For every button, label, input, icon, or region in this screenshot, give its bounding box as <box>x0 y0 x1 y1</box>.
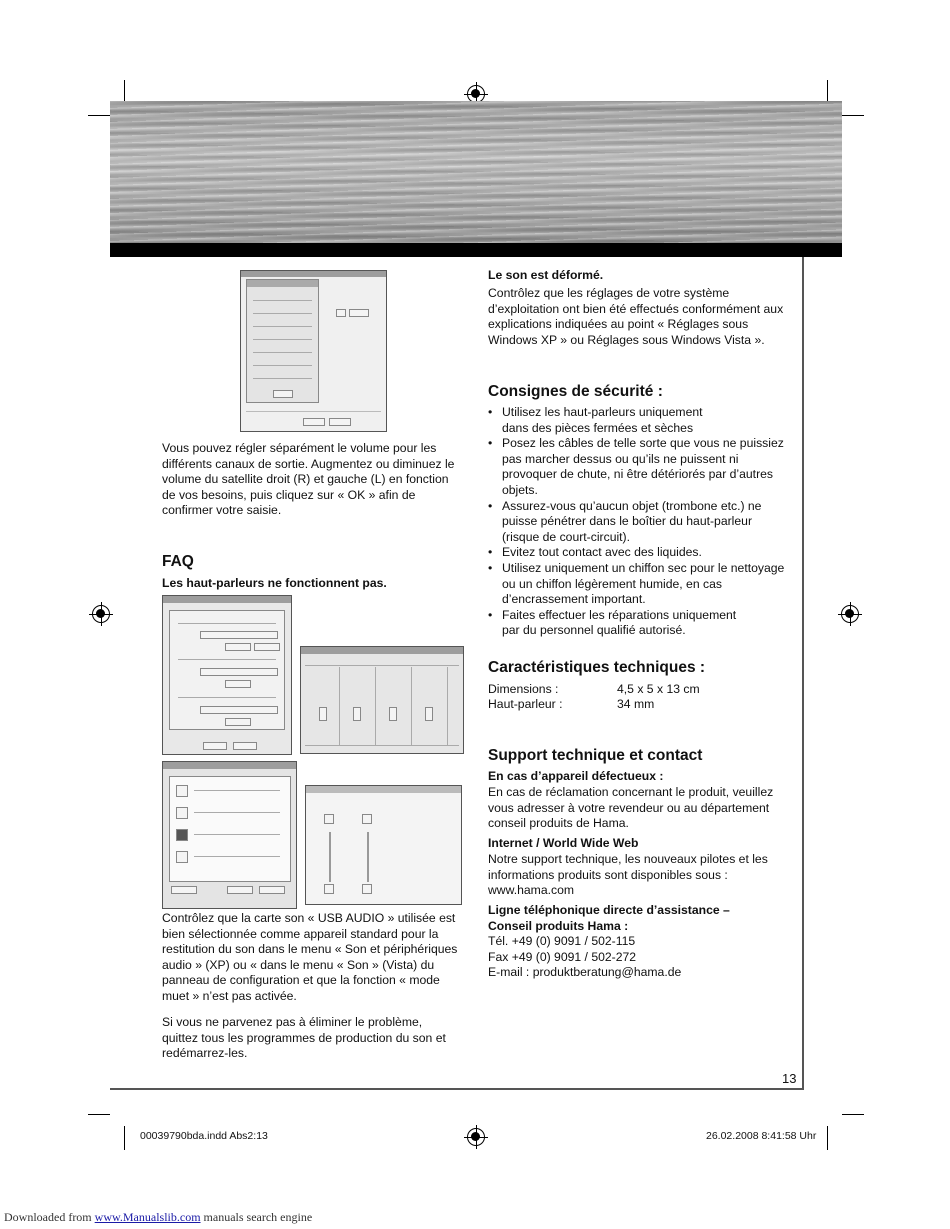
footer-file: 00039790bda.indd Abs2:13 <box>140 1130 268 1142</box>
defect-text: En cas de réclamation concernant le produit, veuillez vous adresser à votre revendeur ou au département conseil produits de Hama. <box>488 785 774 831</box>
spec-label: Haut-parleur : <box>488 697 563 711</box>
safety-item: • Assurez-vous qu’aucun objet (trombone etc.) ne puisse pénétrer dans le boîtier du haut-parleur (risque de court-circuit). <box>488 499 767 546</box>
safety-list <box>488 405 793 639</box>
faq-answer-2: Si vous ne parvenez pas à éliminer le problème, quittez tous les programmes de production du son et redémarrez-les. <box>162 1015 446 1061</box>
spec-value: 4,5 x 5 x 13 cm <box>617 682 700 696</box>
page-frame-bottom <box>110 1088 804 1090</box>
specs-title: Caractéristiques techniques : <box>488 659 706 676</box>
manualslib-link[interactable]: www.Manualslib.com <box>94 1210 201 1224</box>
volume-dialog-screenshot <box>240 270 387 432</box>
crop-mark <box>827 80 828 102</box>
hotline-fax: Fax +49 (0) 9091 / 502-272 <box>488 950 637 964</box>
header-banner <box>110 101 842 243</box>
faq-title: FAQ <box>162 553 194 570</box>
web-text: Notre support technique, les nouveaux pilotes et les informations produits sont disponibles sous : <box>488 852 768 882</box>
registration-mark-icon <box>92 605 110 623</box>
spec-label: Dimensions : <box>488 682 559 696</box>
safety-item: • Utilisez les haut-parleurs uniquement dans des pièces fermées et sèches <box>488 405 732 436</box>
hotline-title: Ligne téléphonique directe d’assistance – <box>488 903 730 917</box>
download-suffix: manuals search engine <box>200 1210 313 1224</box>
page-frame-right <box>802 257 804 1090</box>
hotline-tel: Tél. +49 (0) 9091 / 502-115 <box>488 934 636 948</box>
distorted-title: Le son est déformé. <box>488 268 604 282</box>
registration-mark-icon <box>841 605 859 623</box>
crop-mark <box>88 115 110 116</box>
footer-date: 26.02.2008 8:41:58 Uhr <box>706 1130 817 1142</box>
header-bar <box>110 243 842 257</box>
defect-title: En cas d’appareil défectueux : <box>488 769 664 783</box>
crop-mark <box>124 80 125 102</box>
vista-volume-screenshot <box>305 785 462 905</box>
distorted-text: Contrôlez que les réglages de votre système d’exploitation ont bien été effectués conformément aux explications indiquées au point « Réglages sous Windows XP » ou Réglages sous Windows Vista ». <box>488 286 784 347</box>
download-notice <box>4 1210 312 1225</box>
web-title: Internet / World Wide Web <box>488 836 639 850</box>
crop-mark <box>88 1114 110 1115</box>
safety-item: • Utilisez uniquement un chiffon sec pour le nettoyage ou un chiffon légèrement humide, en cas d’encrassement important. <box>488 561 793 608</box>
crop-mark <box>842 115 864 116</box>
page-number: 13 <box>782 1071 797 1086</box>
download-prefix: Downloaded from <box>4 1210 95 1224</box>
safety-item: • Posez les câbles de telle sorte que vous ne puissiez pas marcher dessus ou qu’ils ne puissent ni provoquer de chute, ni être détériorés par d’autres objets. <box>488 436 793 498</box>
hotline-subtitle: Conseil produits Hama : <box>488 919 629 933</box>
web-url[interactable]: www.hama.com <box>488 883 575 897</box>
safety-item: • Evitez tout contact avec des liquides. <box>488 545 793 561</box>
faq-question: Les haut-parleurs ne fonctionnent pas. <box>162 576 387 590</box>
vista-sound-screenshot <box>162 761 297 909</box>
faq-answer-1: Contrôlez que la carte son « USB AUDIO » utilisée est bien sélectionnée comme appareil standard pour la restitution du son dans le menu « Son et périphériques audio » (XP) ou « dans le menu « Son » (Vista) du panneau de configuration et que la fonction « mode muet » n’est pas activée. <box>162 911 458 1003</box>
mixer-screenshot <box>300 646 464 754</box>
safety-title: Consignes de sécurité : <box>488 383 663 400</box>
audio-devices-screenshot <box>162 595 292 755</box>
hotline-email[interactable]: E-mail : produktberatung@hama.de <box>488 965 682 979</box>
crop-mark <box>124 1126 125 1150</box>
crop-mark <box>827 1126 828 1150</box>
safety-item: • Faites effectuer les réparations uniquement par du personnel qualifié autorisé. <box>488 608 742 639</box>
volume-caption: Vous pouvez régler séparément le volume pour les différents canaux de sortie. Augmentez ou diminuez le volume du satellite droit (R) et gauche (L) en fonction de vos besoins, puis cliquez sur « OK » afin de confirmer votre saisie. <box>162 441 455 518</box>
crop-mark <box>842 1114 864 1115</box>
registration-mark-icon <box>467 1128 485 1146</box>
support-title: Support technique et contact <box>488 747 703 764</box>
spec-value: 34 mm <box>617 697 655 711</box>
